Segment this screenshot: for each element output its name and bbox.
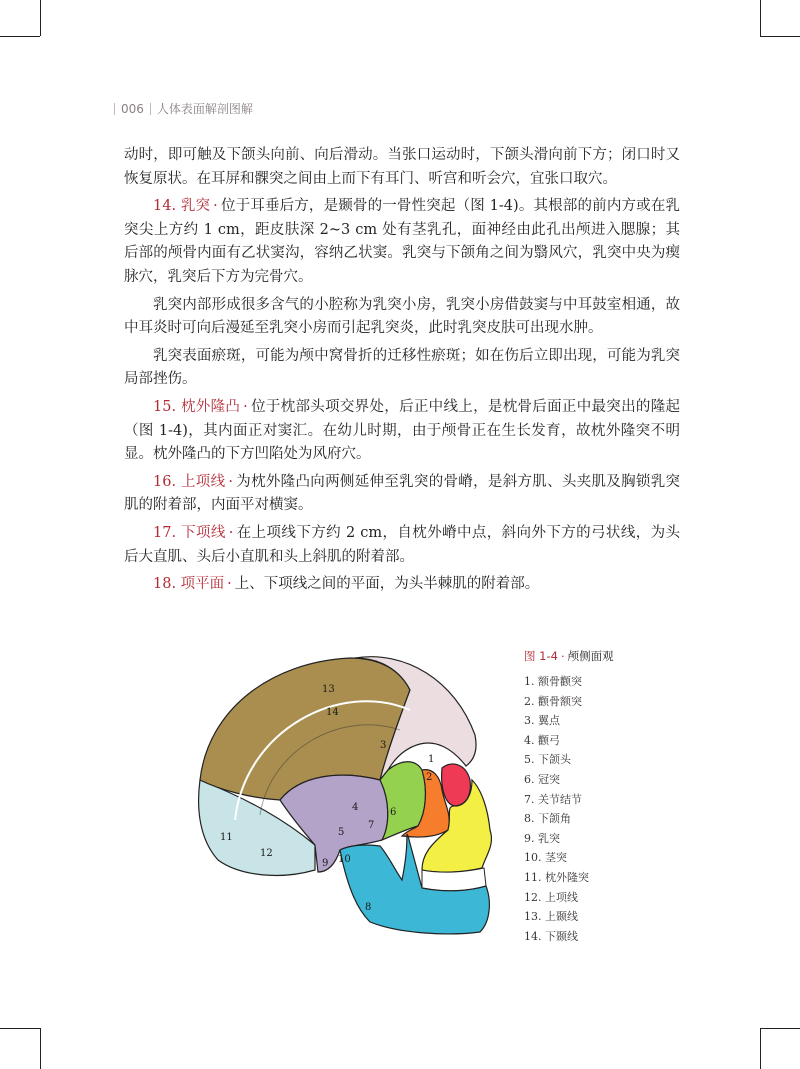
- marker-label: 13: [322, 684, 335, 695]
- legend-list: [524, 672, 684, 946]
- running-header: [108, 100, 253, 117]
- paragraph: [124, 522, 680, 569]
- paragraph: [124, 144, 680, 191]
- legend-item: 5. 下颌头: [524, 753, 571, 767]
- crop-mark: [760, 36, 800, 37]
- separator-dot: ·: [560, 649, 565, 663]
- term-heading: 16. 上项线: [153, 473, 226, 490]
- legend-item: 3. 翼点: [524, 714, 560, 728]
- paragraph-text: 动时，即可触及下颌头向前、向后滑动。当张口运动时，下颌头滑向前下方；闭口时又恢复原状。在耳屏和髁突之间由上而下有耳门、听宫和听会穴，宜张口取穴。: [124, 147, 680, 187]
- legend-item: 14. 下颞线: [524, 929, 578, 943]
- term-heading: 14. 乳突: [153, 198, 211, 215]
- marker-label: 1: [428, 754, 435, 765]
- body-text: [124, 144, 680, 597]
- separator-dot: ·: [213, 198, 218, 215]
- paragraph-text: 乳突表面瘀斑，可能为颅中窝骨折的迁移性瘀斑；如在伤后立即出现，可能为乳突局部挫伤。: [124, 347, 680, 388]
- paragraph: [124, 573, 680, 597]
- crop-mark: [40, 0, 41, 36]
- paragraph-text: 乳突内部形成很多含气的小腔称为乳突小房，乳突小房借鼓窦与中耳鼓室相通，故中耳炎时可向后漫延至乳突小房而引起乳突炎，此时乳突皮肤可出现水肿。: [124, 296, 680, 337]
- parietal-bone: [200, 658, 410, 800]
- separator-dot: ·: [227, 576, 232, 593]
- paragraph-text: 上、下项线之间的平面，为头半棘肌的附着部。: [234, 576, 540, 593]
- marker-label: 11: [220, 832, 233, 843]
- crop-mark: [760, 0, 761, 36]
- term-heading: 18. 项平面: [153, 576, 225, 593]
- marker-label: 6: [390, 807, 397, 818]
- paragraph-text: 在上项线下方约 2 cm，自枕外嵴中点，斜向外下方的弓状线，为头后大直肌、头后小直肌和头上斜肌的附着部。: [124, 524, 680, 565]
- page-number: 006: [121, 101, 144, 116]
- term-heading: 15. 枕外隆凸: [153, 398, 241, 415]
- crop-mark: [40, 1028, 41, 1069]
- crop-mark: [760, 1028, 800, 1029]
- paragraph: [124, 345, 680, 392]
- marker-label: 14: [326, 707, 339, 718]
- legend-item: 11. 枕外隆突: [524, 870, 589, 884]
- marker-label: 9: [322, 858, 329, 869]
- figure-label: 图 1-4: [524, 649, 558, 663]
- skull-illustration: [190, 640, 510, 950]
- marker-label: 3: [380, 740, 387, 751]
- separator-dot: ·: [228, 473, 233, 490]
- marker-label: 7: [368, 820, 375, 831]
- marker-label: 12: [260, 848, 273, 859]
- legend-item: 4. 颧弓: [524, 733, 560, 747]
- marker-label: 2: [426, 772, 433, 783]
- paragraph-text: 位于耳垂后方，是颞骨的一骨性突起（图 1-4)。其根部的前内方或在乳突尖上方约 1 cm，距皮肤深 2~3 cm 处有茎乳孔，面神经由此孔出颅进入腮腺；其后部的颅骨内面有乙状窦沟，容纳乙状窦。乳突与下颌角之间为翳风穴，乳突中央为瘈脉穴，乳突后下方为完骨穴。: [124, 198, 680, 285]
- legend-item: 7. 关节结节: [524, 792, 582, 806]
- legend-item: 13. 上颞线: [524, 910, 578, 924]
- legend-item: 2. 颧骨额突: [524, 694, 582, 708]
- paragraph: [124, 471, 680, 518]
- crop-mark: [0, 1028, 40, 1029]
- legend-item: 10. 茎突: [524, 851, 567, 865]
- figure-legend: [524, 648, 684, 946]
- separator-dot: ·: [243, 398, 248, 415]
- legend-item: 1. 额骨颧突: [524, 675, 582, 688]
- figure-caption: [524, 648, 684, 664]
- marker-label: 8: [365, 902, 372, 913]
- crop-mark: [0, 36, 40, 37]
- marker-label: 4: [352, 802, 359, 813]
- paragraph: [124, 294, 680, 341]
- legend-item: 6. 冠突: [524, 772, 560, 786]
- legend-item: 12. 上项线: [524, 890, 578, 904]
- paragraph-text: 位于枕部头项交界处，后正中线上，是枕骨后面正中最突出的隆起（图 1-4)，其内面正对窦汇。在幼儿时期，由于颅骨正在生长发育，故枕外隆突不明显。枕外隆凸的下方凹陷处为风府穴。: [124, 398, 680, 463]
- legend-item: 9. 乳突: [524, 831, 560, 845]
- marker-label: 5: [338, 827, 345, 838]
- paragraph: [124, 195, 680, 289]
- figure-title: 颅侧面观: [567, 649, 614, 663]
- header-divider: [150, 103, 151, 115]
- marker-label: 10: [338, 854, 351, 865]
- paragraph-text: 为枕外隆凸向两侧延伸至乳突的骨嵴，是斜方肌、头夹肌及胸锁乳突肌的附着部，内面平对横窦。: [124, 473, 680, 514]
- header-divider: [114, 103, 115, 115]
- crop-mark: [760, 1028, 761, 1069]
- separator-dot: ·: [228, 524, 234, 541]
- paragraph: [124, 396, 680, 467]
- term-heading: 17. 下项线: [153, 524, 226, 541]
- legend-item: 8. 下颌角: [524, 812, 571, 826]
- book-title: 人体表面解剖图解: [156, 102, 253, 116]
